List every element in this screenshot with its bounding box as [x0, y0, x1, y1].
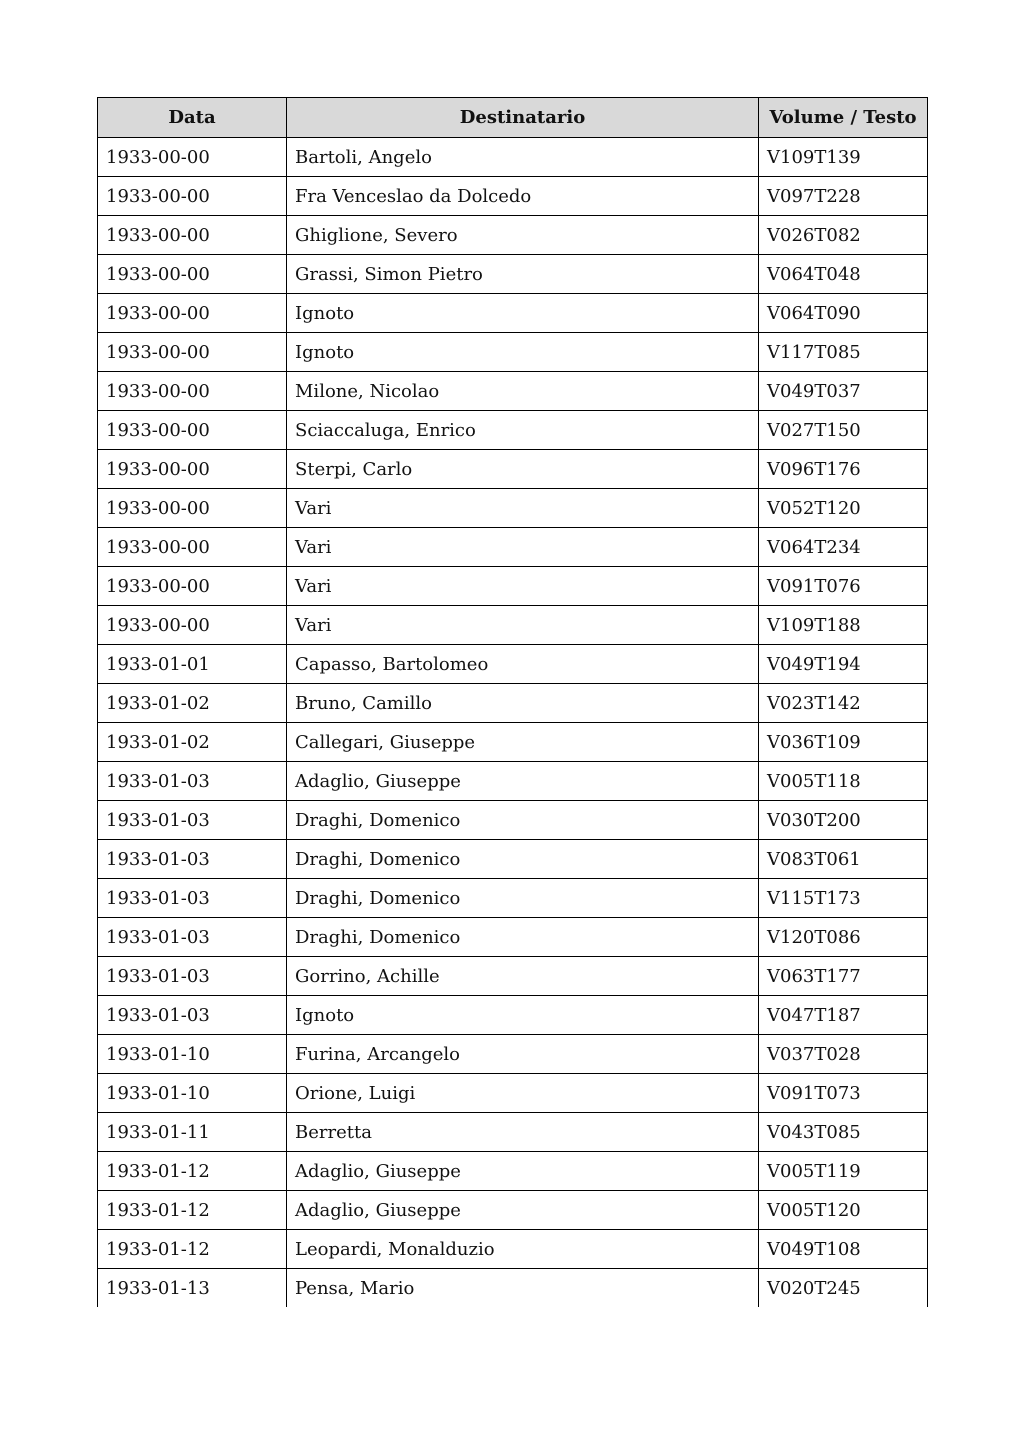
- document-page: [97, 97, 927, 1307]
- cell-volume-testo: V096T176: [759, 450, 928, 489]
- table-row: [98, 372, 928, 411]
- table-row: [98, 1113, 928, 1152]
- cell-volume-testo: V109T188: [759, 606, 928, 645]
- cell-data: 1933-00-00: [98, 177, 287, 216]
- cell-volume-testo: V043T085: [759, 1113, 928, 1152]
- cell-data: 1933-01-03: [98, 840, 287, 879]
- cell-data: 1933-01-03: [98, 801, 287, 840]
- cell-volume-testo: V047T187: [759, 996, 928, 1035]
- table-row: [98, 294, 928, 333]
- column-header-destinatario: Destinatario: [287, 98, 759, 138]
- table-row: [98, 996, 928, 1035]
- cell-volume-testo: V026T082: [759, 216, 928, 255]
- cell-destinatario: Draghi, Domenico: [287, 801, 759, 840]
- cell-volume-testo: V030T200: [759, 801, 928, 840]
- table-row: [98, 723, 928, 762]
- cell-destinatario: Sterpi, Carlo: [287, 450, 759, 489]
- cell-destinatario: Vari: [287, 606, 759, 645]
- cell-volume-testo: V049T037: [759, 372, 928, 411]
- cell-data: 1933-01-03: [98, 918, 287, 957]
- cell-destinatario: Ignoto: [287, 996, 759, 1035]
- cell-volume-testo: V064T048: [759, 255, 928, 294]
- cell-destinatario: Adaglio, Giuseppe: [287, 762, 759, 801]
- table-header: [98, 98, 928, 138]
- table-row: [98, 528, 928, 567]
- table-row: [98, 450, 928, 489]
- cell-data: 1933-00-00: [98, 411, 287, 450]
- cell-data: 1933-01-11: [98, 1113, 287, 1152]
- cell-data: 1933-01-03: [98, 996, 287, 1035]
- cell-volume-testo: V083T061: [759, 840, 928, 879]
- cell-volume-testo: V091T073: [759, 1074, 928, 1113]
- cell-data: 1933-01-10: [98, 1035, 287, 1074]
- cell-data: 1933-01-10: [98, 1074, 287, 1113]
- cell-volume-testo: V049T108: [759, 1230, 928, 1269]
- cell-data: 1933-01-02: [98, 684, 287, 723]
- cell-volume-testo: V020T245: [759, 1269, 928, 1308]
- cell-data: 1933-00-00: [98, 138, 287, 177]
- cell-destinatario: Bartoli, Angelo: [287, 138, 759, 177]
- cell-volume-testo: V049T194: [759, 645, 928, 684]
- cell-destinatario: Vari: [287, 567, 759, 606]
- table-row: [98, 1230, 928, 1269]
- cell-volume-testo: V005T120: [759, 1191, 928, 1230]
- cell-data: 1933-00-00: [98, 372, 287, 411]
- cell-volume-testo: V091T076: [759, 567, 928, 606]
- table-row: [98, 567, 928, 606]
- cell-volume-testo: V120T086: [759, 918, 928, 957]
- cell-destinatario: Gorrino, Achille: [287, 957, 759, 996]
- cell-data: 1933-00-00: [98, 528, 287, 567]
- table-row: [98, 840, 928, 879]
- cell-destinatario: Draghi, Domenico: [287, 879, 759, 918]
- table-row: [98, 1035, 928, 1074]
- table-row: [98, 489, 928, 528]
- cell-data: 1933-01-02: [98, 723, 287, 762]
- column-header-data: Data: [98, 98, 287, 138]
- table-row: [98, 918, 928, 957]
- cell-destinatario: Berretta: [287, 1113, 759, 1152]
- cell-destinatario: Draghi, Domenico: [287, 918, 759, 957]
- header-row: [98, 98, 928, 138]
- cell-volume-testo: V064T234: [759, 528, 928, 567]
- letters-table: [97, 97, 928, 1307]
- cell-volume-testo: V023T142: [759, 684, 928, 723]
- cell-data: 1933-00-00: [98, 606, 287, 645]
- cell-volume-testo: V097T228: [759, 177, 928, 216]
- cell-volume-testo: V005T118: [759, 762, 928, 801]
- table-row: [98, 255, 928, 294]
- cell-destinatario: Callegari, Giuseppe: [287, 723, 759, 762]
- cell-destinatario: Vari: [287, 528, 759, 567]
- cell-data: 1933-01-12: [98, 1191, 287, 1230]
- cell-data: 1933-01-03: [98, 762, 287, 801]
- cell-volume-testo: V052T120: [759, 489, 928, 528]
- cell-data: 1933-00-00: [98, 450, 287, 489]
- table-row: [98, 1191, 928, 1230]
- cell-volume-testo: V036T109: [759, 723, 928, 762]
- cell-data: 1933-01-01: [98, 645, 287, 684]
- table-row: [98, 684, 928, 723]
- cell-data: 1933-01-12: [98, 1230, 287, 1269]
- cell-destinatario: Ghiglione, Severo: [287, 216, 759, 255]
- table-row: [98, 177, 928, 216]
- cell-data: 1933-00-00: [98, 567, 287, 606]
- cell-destinatario: Pensa, Mario: [287, 1269, 759, 1308]
- column-header-volume-testo: Volume / Testo: [759, 98, 928, 138]
- cell-data: 1933-01-03: [98, 957, 287, 996]
- cell-data: 1933-01-13: [98, 1269, 287, 1308]
- table-row: [98, 138, 928, 177]
- cell-destinatario: Sciaccaluga, Enrico: [287, 411, 759, 450]
- cell-volume-testo: V109T139: [759, 138, 928, 177]
- cell-volume-testo: V063T177: [759, 957, 928, 996]
- cell-destinatario: Vari: [287, 489, 759, 528]
- cell-volume-testo: V117T085: [759, 333, 928, 372]
- cell-data: 1933-00-00: [98, 333, 287, 372]
- cell-data: 1933-00-00: [98, 294, 287, 333]
- table-row: [98, 1152, 928, 1191]
- cell-destinatario: Fra Venceslao da Dolcedo: [287, 177, 759, 216]
- cell-data: 1933-00-00: [98, 489, 287, 528]
- table-row: [98, 801, 928, 840]
- table-row: [98, 333, 928, 372]
- cell-destinatario: Ignoto: [287, 294, 759, 333]
- cell-data: 1933-01-12: [98, 1152, 287, 1191]
- cell-data: 1933-00-00: [98, 216, 287, 255]
- cell-volume-testo: V064T090: [759, 294, 928, 333]
- cell-volume-testo: V037T028: [759, 1035, 928, 1074]
- cell-destinatario: Milone, Nicolao: [287, 372, 759, 411]
- cell-destinatario: Orione, Luigi: [287, 1074, 759, 1113]
- table-row: [98, 762, 928, 801]
- table-row: [98, 645, 928, 684]
- cell-volume-testo: V005T119: [759, 1152, 928, 1191]
- cell-destinatario: Draghi, Domenico: [287, 840, 759, 879]
- table-row: [98, 1269, 928, 1308]
- table-row: [98, 216, 928, 255]
- cell-destinatario: Bruno, Camillo: [287, 684, 759, 723]
- cell-data: 1933-00-00: [98, 255, 287, 294]
- table-row: [98, 1074, 928, 1113]
- table-row: [98, 606, 928, 645]
- cell-destinatario: Ignoto: [287, 333, 759, 372]
- table-body: [98, 138, 928, 1308]
- cell-destinatario: Grassi, Simon Pietro: [287, 255, 759, 294]
- cell-destinatario: Furina, Arcangelo: [287, 1035, 759, 1074]
- cell-destinatario: Capasso, Bartolomeo: [287, 645, 759, 684]
- table-row: [98, 411, 928, 450]
- table-row: [98, 957, 928, 996]
- cell-destinatario: Adaglio, Giuseppe: [287, 1152, 759, 1191]
- cell-volume-testo: V027T150: [759, 411, 928, 450]
- table-row: [98, 879, 928, 918]
- cell-destinatario: Adaglio, Giuseppe: [287, 1191, 759, 1230]
- cell-volume-testo: V115T173: [759, 879, 928, 918]
- cell-data: 1933-01-03: [98, 879, 287, 918]
- cell-destinatario: Leopardi, Monalduzio: [287, 1230, 759, 1269]
